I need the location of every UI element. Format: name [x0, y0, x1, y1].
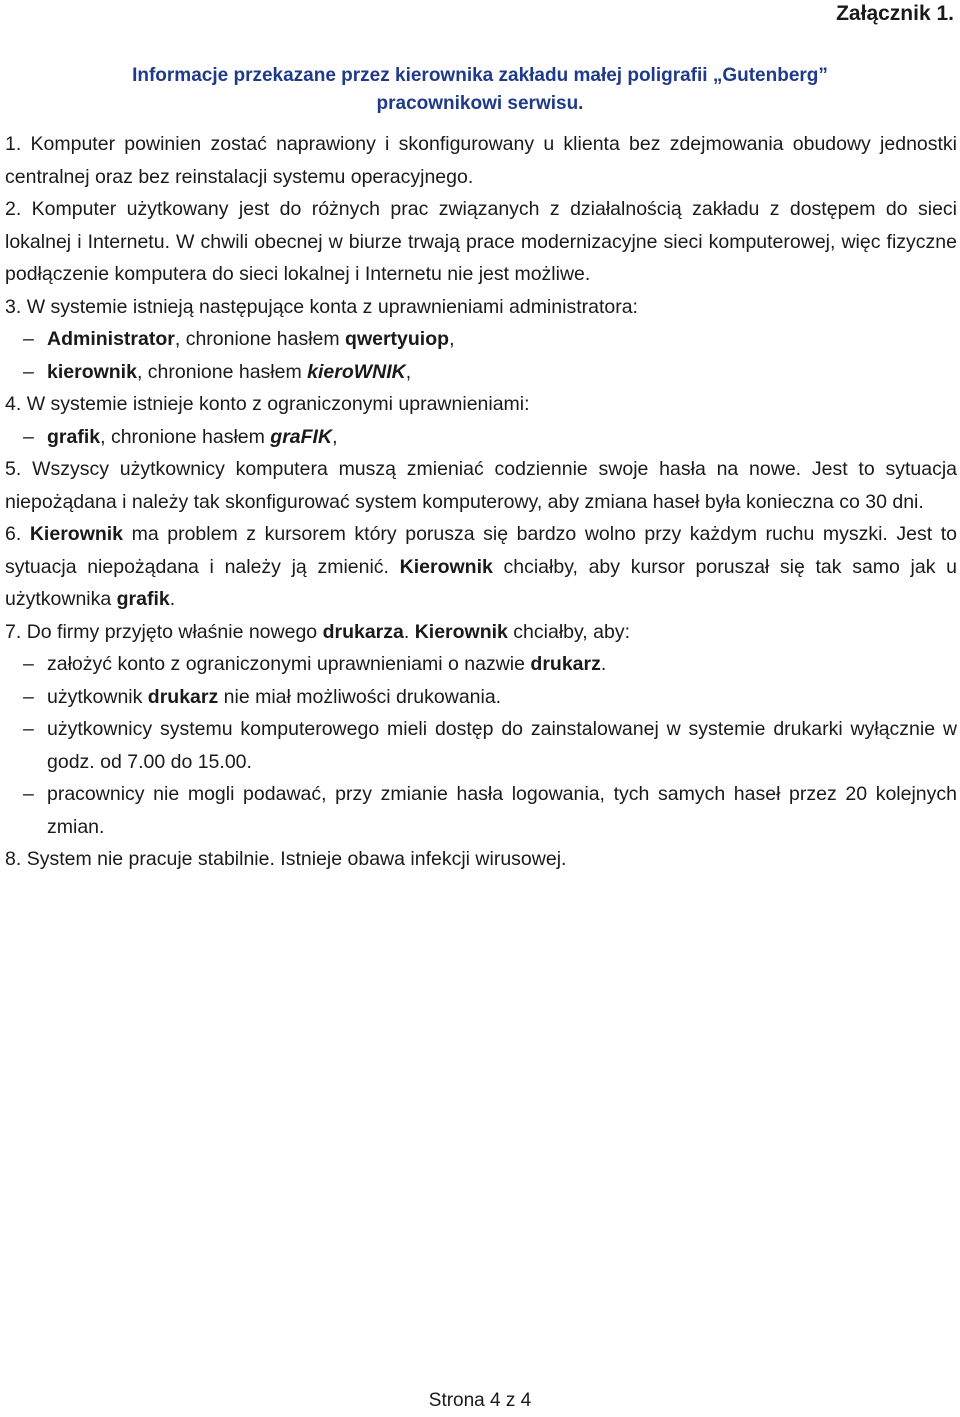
- item-text: ma problem z kursorem który porusza się bardzo wolno przy każdym ruchu myszki. Jest to sytuacja niepożądana i należy ją zmienić.: [5, 523, 957, 578]
- item-number: 1.: [5, 133, 22, 155]
- bold-term: Kierownik: [29, 523, 124, 545]
- item-number: 2.: [5, 198, 22, 220]
- bold-term: drukarz: [530, 653, 601, 675]
- account-name: Administrator: [47, 328, 175, 350]
- requirement-text: nie miał możliwości drukowania.: [218, 685, 502, 708]
- requirement-text: użytkownik: [47, 685, 148, 708]
- item-text: System nie pracuje stabilnie. Istnieje obawa infekcji wirusowej.: [26, 848, 567, 870]
- document-title: [0, 62, 960, 118]
- item-text: chciałby, aby:: [507, 620, 631, 643]
- list-item-8: [5, 843, 957, 876]
- dash-bullet: –: [23, 425, 34, 448]
- page-number: Strona 4 z 4: [428, 1390, 532, 1411]
- bold-term: drukarza: [322, 620, 404, 643]
- item-number: 4.: [5, 393, 22, 415]
- list-item-6: [5, 518, 957, 616]
- account-kierownik: [5, 356, 957, 389]
- list-item-2: [5, 193, 957, 291]
- item-text: Wszyscy użytkownicy komputera muszą zmieniać codziennie swoje hasła na nowe. Jest to sytuacja niepożądana i należy tak skonfigurować system komputerowy, aby zmiana haseł była konieczna co 30 dni.: [5, 458, 957, 513]
- account-name: grafik: [47, 425, 101, 448]
- account-password: graFIK: [270, 425, 333, 448]
- dash-bullet: –: [23, 783, 34, 805]
- punctuation: ,: [332, 425, 338, 448]
- dash-bullet: –: [23, 328, 34, 350]
- item-text: W systemie istnieje konto z ograniczonymi uprawnieniami:: [26, 393, 530, 415]
- dash-bullet: –: [23, 718, 34, 740]
- list-item-4: [5, 388, 957, 421]
- list-item-1: [5, 128, 957, 193]
- account-desc: , chronione hasłem: [136, 360, 308, 383]
- bold-term: drukarz: [147, 685, 219, 708]
- dash-bullet: –: [23, 360, 34, 383]
- account-password: kieroWNIK: [307, 360, 406, 383]
- list-item-3: [5, 291, 957, 324]
- account-administrator: [5, 323, 957, 356]
- dash-bullet: –: [23, 685, 34, 708]
- account-desc: , chronione hasłem: [100, 425, 271, 448]
- item-text: chciałby, aby kursor poruszał się tak samo jak u użytkownika: [5, 555, 957, 610]
- document-body: [5, 128, 957, 876]
- item-text: Komputer powinien zostać naprawiony i skonfigurowany u klienta bez zdejmowania obudowy jednostki centralnej oraz bez reinstalacji systemu operacyjnego.: [5, 133, 958, 188]
- list-item-5: [5, 453, 957, 518]
- title-line-2: pracownikowi serwisu.: [376, 93, 584, 114]
- punctuation: .: [600, 653, 607, 675]
- bold-term: Kierownik: [399, 555, 493, 578]
- requirement-1: [5, 648, 957, 681]
- requirement-2: [5, 681, 957, 714]
- item-text: .: [403, 620, 415, 643]
- account-name: kierownik: [47, 360, 137, 383]
- account-grafik: [5, 421, 957, 454]
- item-text: Do firmy przyjęto właśnie nowego: [26, 620, 323, 643]
- requirement-text: użytkownicy systemu komputerowego mieli dostęp do zainstalowanej w systemie drukarki wyłącznie w godz. od 7.00 do 15.00.: [47, 718, 957, 773]
- bold-term: grafik: [116, 588, 170, 610]
- account-desc: , chronione hasłem: [174, 328, 346, 350]
- punctuation: ,: [405, 360, 412, 383]
- item-number: 5.: [5, 458, 22, 480]
- item-text: Komputer użytkowany jest do różnych prac związanych z działalnością zakładu z dostępem do sieci lokalnej i Internetu. W chwili obecnej w biurze trwają prace modernizacyjne sieci komputerowej, więc fizyczne podłączenie komputera do sieci lokalnej i Internetu nie jest możliwe.: [5, 198, 958, 285]
- attachment-label: Załącznik 1.: [836, 2, 954, 25]
- item-number: 3.: [5, 295, 22, 318]
- item-text: .: [169, 588, 176, 610]
- title-line-1: Informacje przekazane przez kierownika zakładu małej poligrafii „Gutenberg”: [132, 65, 828, 86]
- requirement-3: [5, 713, 957, 778]
- item-number: 8.: [5, 848, 22, 870]
- item-number: 7.: [5, 620, 22, 643]
- requirement-4: [5, 778, 957, 843]
- requirement-text: założyć konto z ograniczonymi uprawnieniami o nazwie: [47, 653, 531, 675]
- requirement-text: pracownicy nie mogli podawać, przy zmianie hasła logowania, tych samych haseł przez 20 kolejnych zmian.: [47, 783, 957, 838]
- item-number: 6.: [5, 523, 22, 545]
- dash-bullet: –: [23, 653, 34, 675]
- punctuation: ,: [449, 328, 455, 350]
- bold-term: Kierownik: [414, 620, 508, 643]
- item-text: W systemie istnieją następujące konta z uprawnieniami administratora:: [26, 295, 638, 318]
- account-password: qwertyuiop: [345, 328, 450, 350]
- list-item-7: [5, 616, 957, 649]
